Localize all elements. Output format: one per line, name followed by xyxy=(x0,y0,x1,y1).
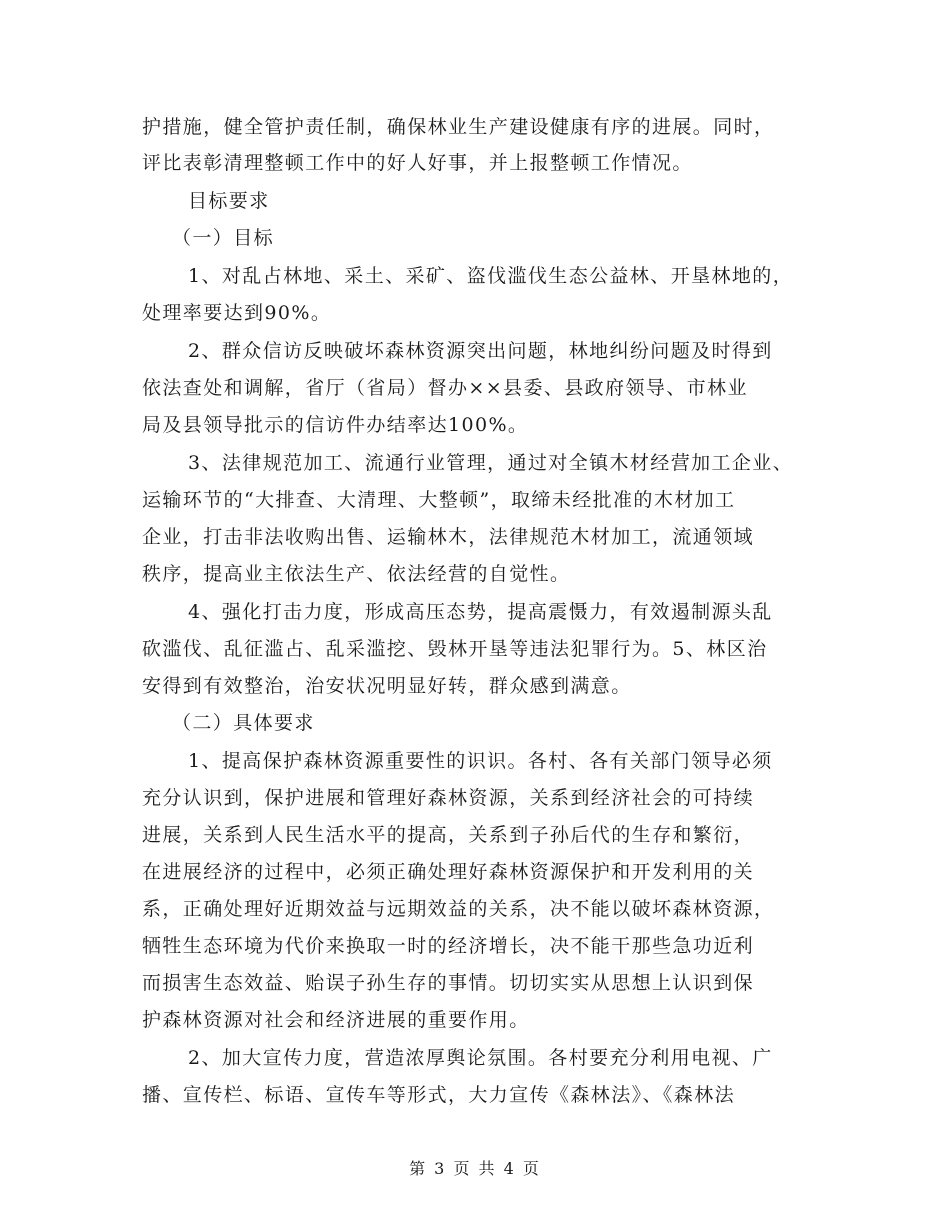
text-line: 2、加大宣传力度，营造浓厚舆论氛围。各村要充分利用电视、广 xyxy=(188,1047,773,1069)
subsection-heading: （二）具体要求 xyxy=(172,712,315,734)
text-line: 系，正确处理好近期效益与远期效益的关系，决不能以破坏森林资源， xyxy=(142,898,775,920)
text-line: 2、群众信访反映破坏森林资源突出问题，林地纠纷问题及时得到 xyxy=(188,340,773,362)
text-line: 企业，打击非法收购出售、运输林木，法律规范木材加工，流通领域 xyxy=(142,526,755,548)
text-line: 运输环节的“大排查、大清理、大整顿”，取缔未经批准的木材加工 xyxy=(142,489,736,511)
text-line: 播、宣传栏、标语、宣传车等形式，大力宣传《森林法》、《森林法 xyxy=(142,1084,736,1106)
section-heading: 目标要求 xyxy=(188,190,270,212)
text-line: 牺牲生态环境为代价来换取一时的经济增长，决不能干那些急功近利 xyxy=(142,935,755,957)
text-line: 在进展经济的过程中，必须正确处理好森林资源保护和开发利用的关 xyxy=(142,861,755,883)
text-line: 安得到有效整治，治安状况明显好转，群众感到满意。 xyxy=(142,675,632,697)
subsection-heading: （一）目标 xyxy=(172,227,275,249)
text-line: 而损害生态效益、贻误子孙生存的事情。切切实实从思想上认识到保 xyxy=(142,972,755,994)
text-line: 1、提高保护森林资源重要性的识识。各村、各有关部门领导必须 xyxy=(188,750,773,772)
text-line: 护措施，健全管护责任制，确保林业生产建设健康有序的进展。同时， xyxy=(142,116,775,138)
text-line: 1、对乱占林地、采土、采矿、盗伐滥伐生态公益林、开垦林地的， xyxy=(188,265,794,287)
text-line: 局及县领导批示的信访件办结率达100%。 xyxy=(142,414,529,436)
text-line: 充分认识到，保护进展和管理好森林资源，关系到经济社会的可持续 xyxy=(142,787,755,809)
page-footer: 第 3 页 共 4 页 xyxy=(409,1159,541,1178)
text-line: 进展，关系到人民生活水平的提高，关系到子孙后代的生存和繁衍， xyxy=(142,824,755,846)
text-line: 秩序，提高业主依法生产、依法经营的自觉性。 xyxy=(142,563,571,585)
text-line: 处理率要达到90%。 xyxy=(142,302,332,324)
text-line: 3、法律规范加工、流通行业管理，通过对全镇木材经营加工企业、 xyxy=(188,452,794,474)
text-line: 砍滥伐、乱征滥占、乱采滥挖、毁林开垦等违法犯罪行为。5、林区治 xyxy=(142,638,768,660)
text-line: 护森林资源对社会和经济进展的重要作用。 xyxy=(142,1009,530,1031)
text-line: 评比表彰清理整顿工作中的好人好事，并上报整顿工作情况。 xyxy=(142,152,693,174)
text-line: 4、强化打击力度，形成高压态势，提高震慑力，有效遏制源头乱 xyxy=(188,601,773,623)
text-line: 依法查处和调解，省厅（省局）督办××县委、县政府领导、市林业 xyxy=(142,377,748,399)
